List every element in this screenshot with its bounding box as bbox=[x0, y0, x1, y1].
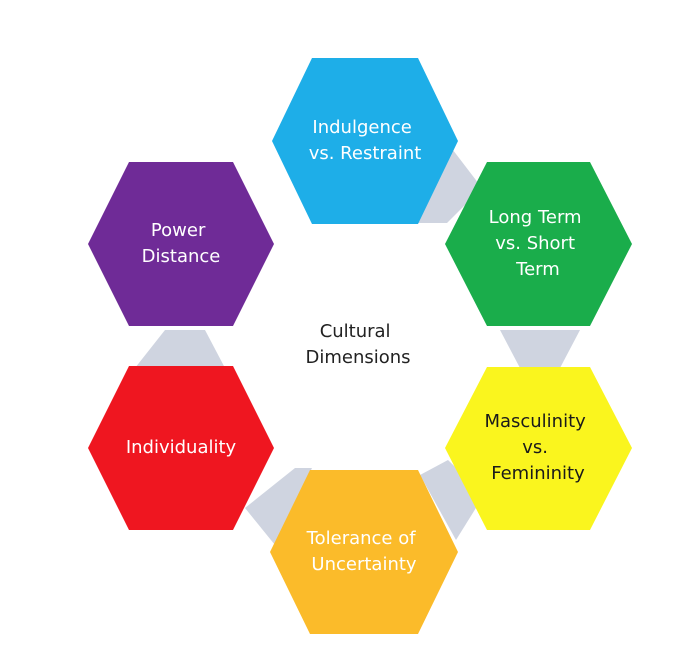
hex-individuality bbox=[88, 366, 274, 530]
hex-masculinity-line-3: Femininity bbox=[491, 463, 585, 484]
hex-masculinity-line-2: vs. bbox=[522, 437, 549, 458]
center-label-line-2: Dimensions bbox=[305, 347, 411, 368]
hex-individuality-label bbox=[126, 437, 237, 458]
hex-long-term-line-2: vs. Short bbox=[495, 233, 576, 254]
hex-uncertainty-shape bbox=[270, 470, 458, 634]
hex-power-distance-line-2: Distance bbox=[141, 246, 221, 267]
connector-longterm-masculinity bbox=[500, 330, 580, 368]
hex-power-distance-line-1: Power bbox=[150, 220, 206, 241]
hex-long-term-line-1: Long Term bbox=[488, 207, 582, 228]
center-label-line-1: Cultural bbox=[319, 321, 391, 342]
hex-uncertainty bbox=[270, 470, 458, 634]
hex-long-term-line-3: Term bbox=[516, 259, 560, 280]
connector-individuality-power bbox=[135, 330, 225, 368]
hex-uncertainty-line-1: Tolerance of bbox=[306, 528, 416, 549]
hex-individuality-line-1: Individuality bbox=[125, 437, 237, 458]
hex-masculinity-line-1: Masculinity bbox=[484, 411, 586, 432]
hex-uncertainty-line-2: Uncertainty bbox=[311, 554, 417, 575]
hex-power-distance-shape bbox=[88, 162, 274, 326]
center-label bbox=[305, 321, 410, 368]
hex-indulgence-line-2: vs. Restraint bbox=[308, 143, 422, 164]
hex-power-distance bbox=[88, 162, 274, 326]
hex-indulgence-line-1: Indulgence bbox=[312, 117, 412, 138]
